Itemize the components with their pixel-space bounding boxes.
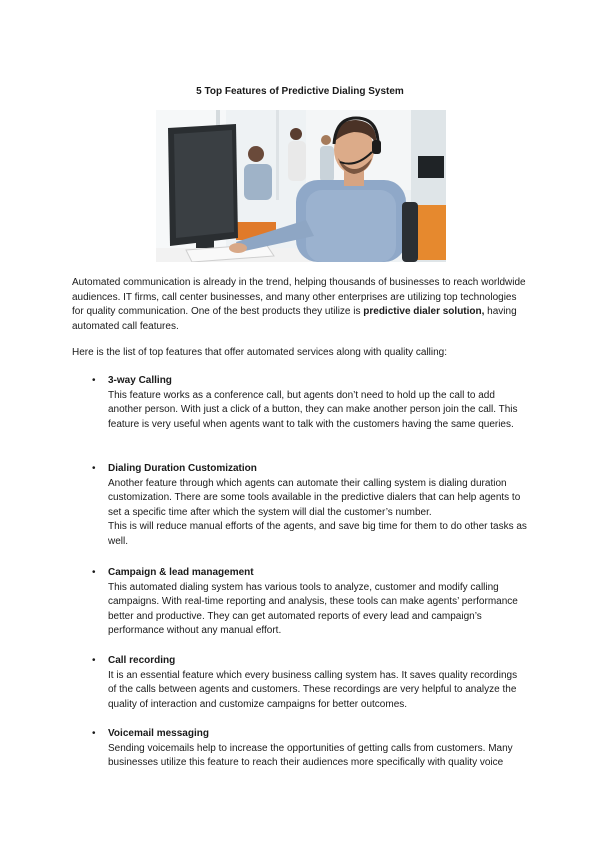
bullet-icon: • [92,463,96,474]
bullet-icon: • [92,728,96,739]
list-intro: Here is the list of top features that offer automated services along with quality calling: [72,347,448,358]
call-center-photo [156,110,446,262]
feature-body: Sending voicemails help to increase the opportunities of getting calls from customers. Many businesses utilize this feature to reach their audiences more specifically with quality voice [108,742,513,768]
list-item [92,654,528,712]
list-item [92,374,528,432]
intro-bold-text: predictive dialer solution, [363,306,485,317]
intro-text-end: having automated call features. [72,306,517,332]
feature-heading: Call recording [108,655,176,666]
feature-heading: Voicemail messaging [108,728,209,739]
feature-body: This feature works as a conference call, but agents don’t need to hold up the call to add another person. With just a click of a button, they can make another person join the call. This feature is very useful when agents want to talk with the customers having the same queries. [108,389,518,430]
feature-heading: Dialing Duration Customization [108,463,257,474]
feature-body-continued: This is will reduce manual efforts of the agents, and save big time for them to do other tasks as well. [108,521,527,547]
bullet-icon: • [92,375,96,386]
feature-heading: 3-way Calling [108,375,172,386]
feature-heading: Campaign & lead management [108,567,254,578]
page-title: 5 Top Features of Predictive Dialing System [196,86,404,97]
list-item [92,462,528,549]
list-item [92,566,528,639]
intro-text: Automated communication is already in the trend, helping thousands of businesses to reach worldwide audiences. IT firms, call center businesses, and many other enterprises are utilizing top technologies for quality communication. One of the best products they utilize is [72,277,526,317]
list-item [92,727,528,771]
feature-body: Another feature through which agents can automate their calling system is dialing duration customization. There are some tools available in the predictive dialers that can help agents to set a specific time after which the system will dial the customer’s number. [108,477,521,518]
feature-body: This automated dialing system has various tools to analyze, customer and modify calling campaigns. With real-time reporting and analysis, these tools can make agents’ performance better and productive. They can get automated reports of every lead and campaign’s performance without any manual effort. [108,581,518,636]
bullet-icon: • [92,655,96,666]
intro-paragraph [72,276,528,334]
feature-body: It is an essential feature which every business calling system has. It saves quality recordings of the calls between agents and customers. These recordings are very helpful to analyze the quality of interaction and customize campaigns for better outcomes. [108,669,518,710]
bullet-icon: • [92,567,96,578]
